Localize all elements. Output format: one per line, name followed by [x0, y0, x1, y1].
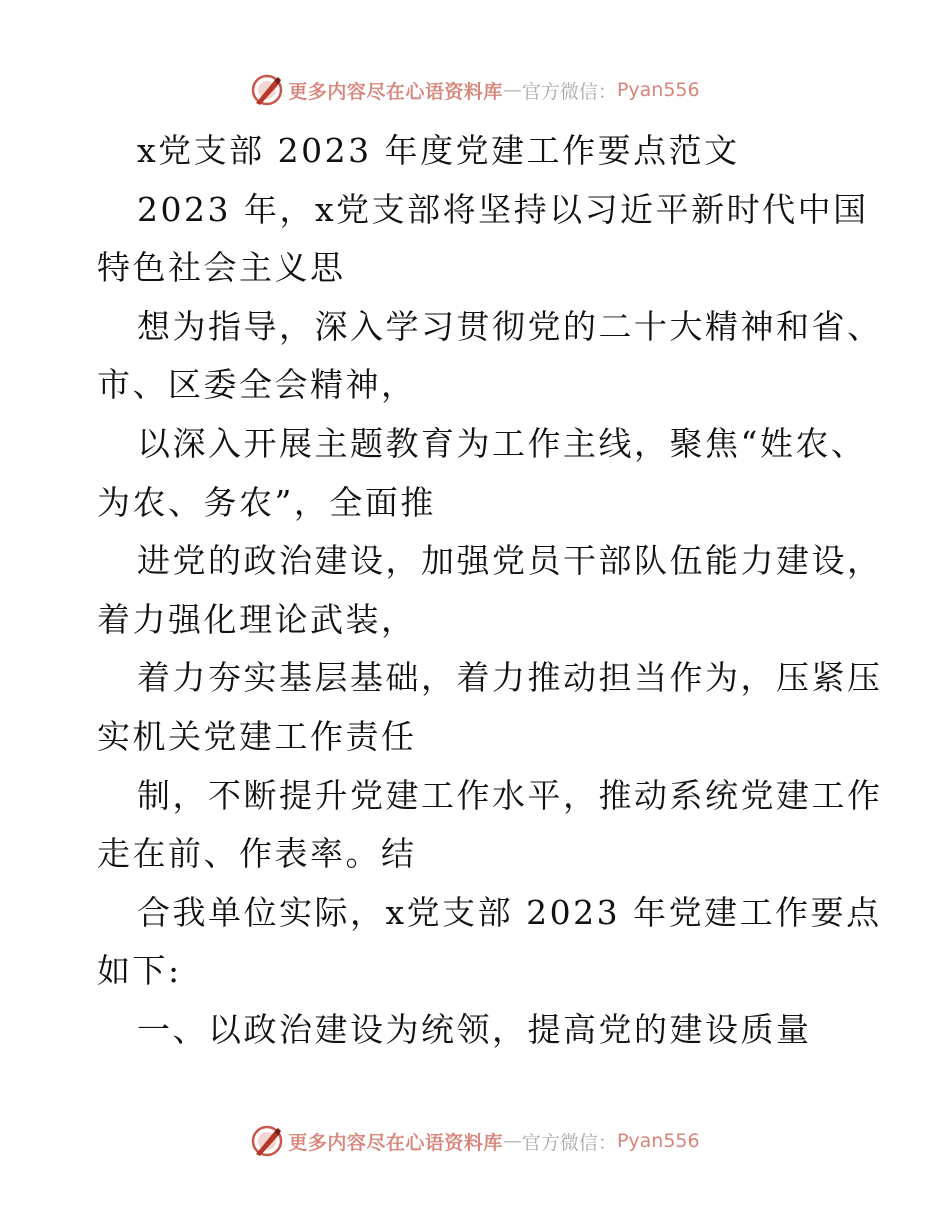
pen-logo-icon: [250, 1124, 284, 1158]
document-line: 以深入开展主题教育为工作主线，聚焦“姓农、: [137, 423, 867, 463]
document-line: 制，不断提升党建工作水平，推动系统党建工作: [137, 775, 883, 815]
watermark-separator: —: [502, 1130, 522, 1152]
watermark-separator: —: [502, 79, 522, 101]
watermark-account: Pyan556: [616, 79, 700, 101]
header-watermark: [0, 70, 950, 110]
watermark-brand: 更多内容尽在心语资料库: [288, 1131, 503, 1154]
document-line: 市、区委全会精神，: [97, 365, 417, 405]
document-line: 为农、务农”，全面推: [97, 482, 436, 522]
document-line: 如下:: [97, 951, 182, 991]
document-line: 进党的政治建设，加强党员干部队伍能力建设，: [137, 541, 883, 581]
document-line: 特色社会主义思: [97, 248, 346, 288]
document-line: 着力夯实基层基础，着力推动担当作为，压紧压: [137, 658, 883, 698]
pen-logo-icon: [250, 73, 284, 107]
document-line: 走在前、作表率。结: [97, 834, 417, 874]
document-line: x党支部 2023 年度党建工作要点范文: [137, 131, 740, 170]
watermark-account: Pyan556: [616, 1130, 700, 1152]
watermark-official-label: 官方微信：: [521, 80, 617, 103]
document-line: 实机关党建工作责任: [97, 716, 417, 756]
watermark-brand: 更多内容尽在心语资料库: [288, 80, 503, 103]
section-heading: 一、以政治建设为统领，提高党的建设质量: [137, 1009, 812, 1049]
watermark-official-label: 官方微信：: [521, 1131, 617, 1154]
document-line: 2023 年，x党支部将坚持以习近平新时代中国: [137, 189, 869, 229]
document-line: 着力强化理论武装，: [97, 599, 417, 639]
document-line: 合我单位实际，x党支部 2023 年党建工作要点: [137, 892, 882, 932]
footer-watermark: [0, 1121, 950, 1161]
document-body: [97, 122, 883, 1060]
document-line: 想为指导，深入学习贯彻党的二十大精神和省、: [137, 306, 883, 346]
